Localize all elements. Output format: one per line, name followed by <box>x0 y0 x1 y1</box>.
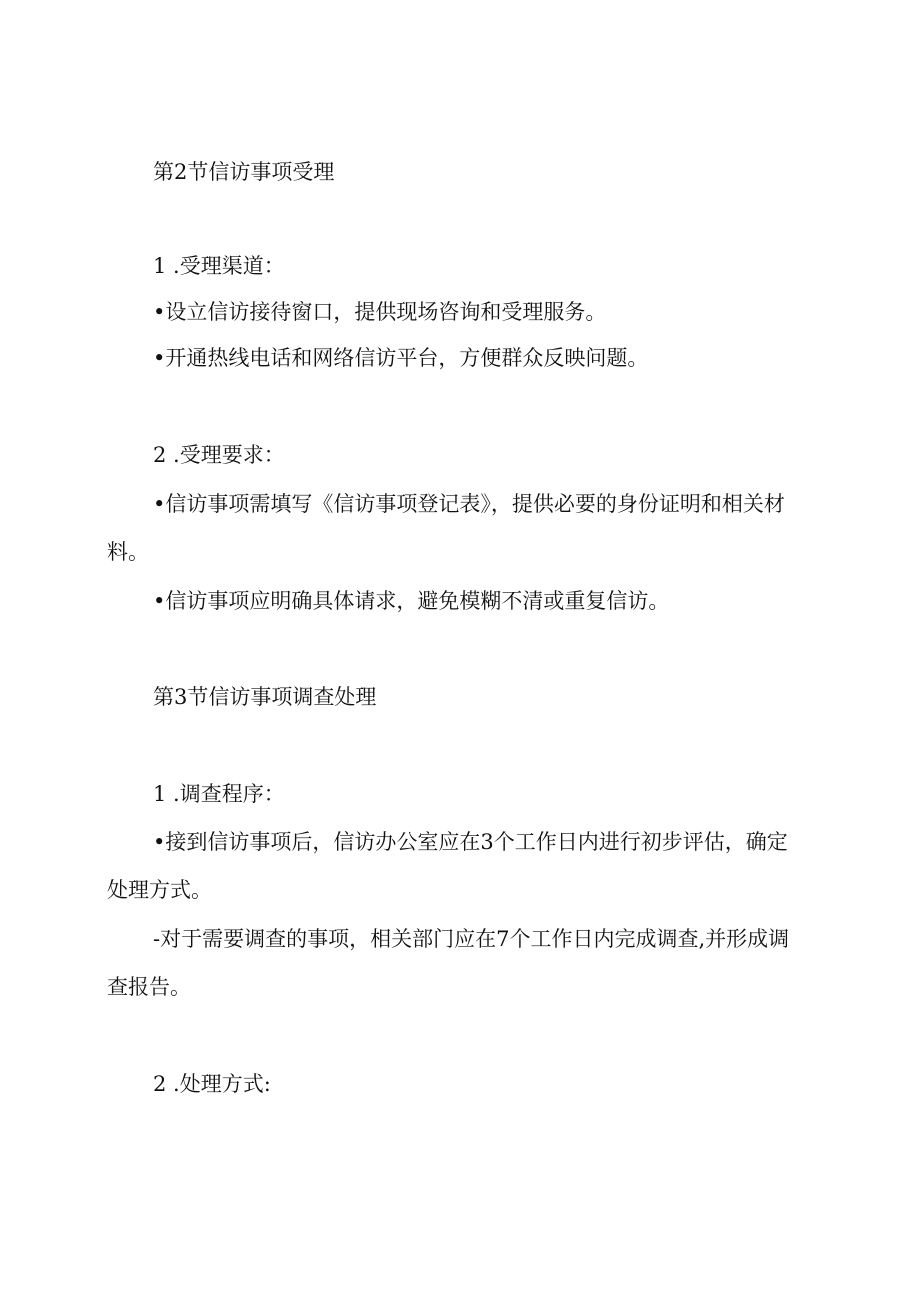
section-3-item-2-title: 2 .处理方式: <box>153 1072 271 1096</box>
section-3-item-1-title: 1 .调查程序： <box>153 782 285 806</box>
section-3-item-1-bullet-2-line-1: -对于需要调查的事项，相关部门应在7个工作日内完成调查,并形成调 <box>153 927 790 951</box>
section-2-item-1-bullet-1: •设立信访接待窗口，提供现场咨询和受理服务。 <box>153 300 607 324</box>
section-2-item-1-title: 1 .受理渠道： <box>153 254 285 278</box>
section-3-heading: 第3节信访事项调查处理 <box>153 685 377 709</box>
section-3-item-1-bullet-2-line-2: 查报告。 <box>107 975 191 999</box>
section-2-item-1-bullet-2: •开通热线电话和网络信访平台，方便群众反映问题。 <box>153 346 649 370</box>
section-3-item-1-bullet-1-line-2: 处理方式。 <box>107 878 212 902</box>
section-2-item-2-bullet-2: •信访事项应明确具体请求，避免模糊不清或重复信访。 <box>153 589 670 613</box>
section-3-item-1-bullet-1-line-1: •接到信访事项后，信访办公室应在3个工作日内进行初步评估，确定 <box>153 830 788 854</box>
section-2-item-2-bullet-1-line-1: •信访事项需填写《信访事项登记表》，提供必要的身份证明和相关材 <box>153 492 785 516</box>
section-2-item-2-bullet-1-line-2: 料。 <box>107 540 149 564</box>
section-2-item-2-title: 2 .受理要求： <box>153 443 285 467</box>
section-2-heading: 第2节信访事项受理 <box>153 160 335 184</box>
